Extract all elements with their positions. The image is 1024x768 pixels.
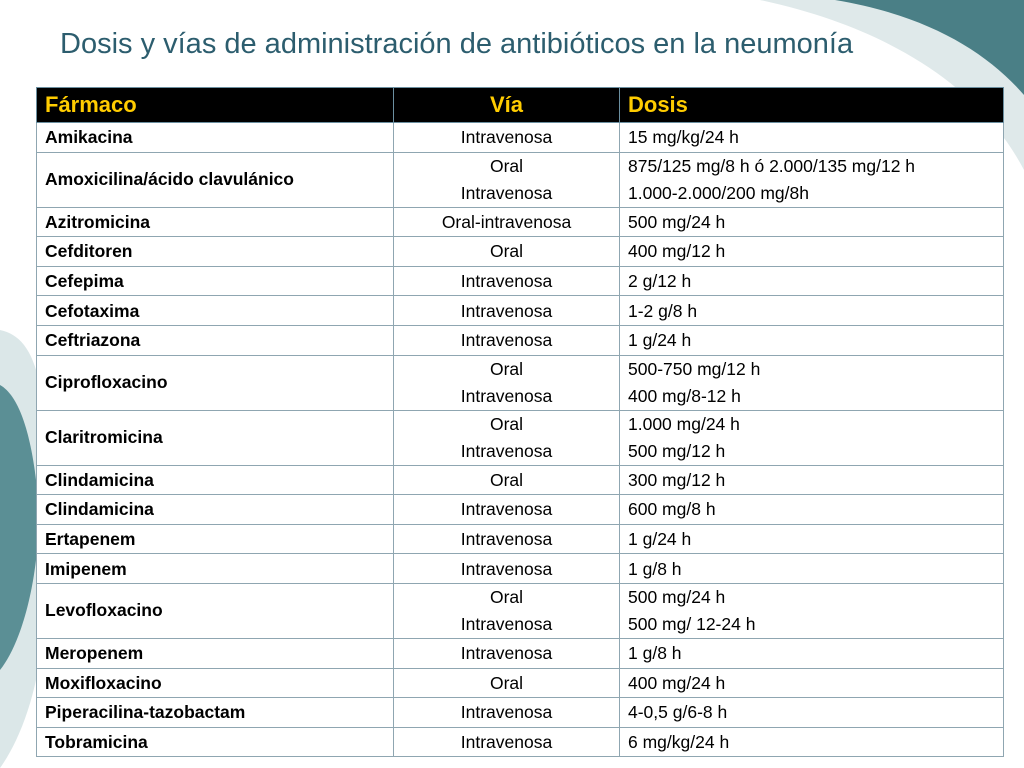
dose-cell	[620, 325, 1004, 355]
table-row	[37, 152, 1004, 207]
table-row	[37, 207, 1004, 237]
dose-cell	[620, 495, 1004, 525]
route-line: Intravenosa	[460, 613, 553, 634]
route-line: Oral	[489, 358, 524, 379]
dose-cell	[620, 668, 1004, 698]
dose-line: 1-2 g/8 h	[628, 300, 698, 321]
drug-name-cell: Azitromicina	[37, 207, 394, 237]
dose-line: 500 mg/24 h	[628, 211, 726, 232]
route-line: Oral-intravenosa	[441, 211, 572, 232]
drug-name-cell: Cefditoren	[37, 237, 394, 267]
drug-name-cell: Piperacilina-tazobactam	[37, 698, 394, 728]
dose-line: 15 mg/kg/24 h	[628, 127, 739, 148]
table-row	[37, 237, 1004, 267]
route-line: Intravenosa	[460, 385, 553, 406]
route-line: Oral	[489, 155, 524, 176]
dose-line: 500 mg/12 h	[628, 440, 726, 461]
route-cell	[394, 583, 620, 638]
route-line: Intravenosa	[460, 330, 553, 351]
route-cell	[394, 638, 620, 668]
drug-name-cell: Ciprofloxacino	[37, 355, 394, 410]
route-cell	[394, 123, 620, 153]
dose-line: 400 mg/12 h	[628, 241, 726, 262]
dose-cell	[620, 638, 1004, 668]
drug-name-cell: Levofloxacino	[37, 583, 394, 638]
dose-cell	[620, 698, 1004, 728]
drug-name-cell: Clindamicina	[37, 495, 394, 525]
route-cell	[394, 296, 620, 326]
route-line: Intravenosa	[460, 182, 553, 203]
table-row	[37, 638, 1004, 668]
table-header-row	[37, 88, 1004, 123]
route-line: Intravenosa	[460, 529, 553, 550]
route-cell	[394, 325, 620, 355]
dose-line: 1 g/24 h	[628, 330, 692, 351]
dose-line: 400 mg/8-12 h	[628, 385, 741, 406]
slide-title: Dosis y vías de administración de antibióticos en la neumonía	[60, 28, 854, 60]
route-line: Oral	[489, 586, 524, 607]
dose-cell	[620, 727, 1004, 757]
table-row	[37, 524, 1004, 554]
dose-line: 500-750 mg/12 h	[628, 358, 761, 379]
table-row	[37, 325, 1004, 355]
table-row	[37, 583, 1004, 638]
table-row	[37, 296, 1004, 326]
table-row	[37, 410, 1004, 465]
route-line: Intravenosa	[460, 732, 553, 753]
drug-name-cell: Tobramicina	[37, 727, 394, 757]
drug-name-cell: Claritromicina	[37, 410, 394, 465]
route-cell	[394, 465, 620, 495]
column-header-via: Vía	[394, 88, 620, 123]
route-cell	[394, 355, 620, 410]
route-line: Intravenosa	[460, 499, 553, 520]
dose-line: 6 mg/kg/24 h	[628, 732, 730, 753]
route-line: Intravenosa	[460, 440, 553, 461]
drug-name-cell: Cefepima	[37, 266, 394, 296]
dose-line: 500 mg/ 12-24 h	[628, 613, 756, 634]
dose-cell	[620, 355, 1004, 410]
drug-name-cell: Imipenem	[37, 554, 394, 584]
antibiotic-dosage-table	[36, 87, 1004, 757]
dose-line: 300 mg/12 h	[628, 469, 726, 490]
route-cell	[394, 727, 620, 757]
drug-name-cell: Amoxicilina/ácido clavulánico	[37, 152, 394, 207]
route-cell	[394, 554, 620, 584]
dose-cell	[620, 583, 1004, 638]
table-row	[37, 465, 1004, 495]
route-cell	[394, 524, 620, 554]
route-line: Intravenosa	[460, 127, 553, 148]
drug-name-cell: Amikacina	[37, 123, 394, 153]
route-cell	[394, 410, 620, 465]
dose-line: 600 mg/8 h	[628, 499, 716, 520]
route-cell	[394, 698, 620, 728]
dose-line: 4-0,5 g/6-8 h	[628, 702, 728, 723]
dose-line: 2 g/12 h	[628, 271, 692, 292]
route-line: Oral	[489, 241, 524, 262]
table-row	[37, 727, 1004, 757]
route-line: Intravenosa	[460, 300, 553, 321]
drug-name-cell: Ertapenem	[37, 524, 394, 554]
route-cell	[394, 237, 620, 267]
table-row	[37, 495, 1004, 525]
drug-name-cell: Meropenem	[37, 638, 394, 668]
table-body	[37, 123, 1004, 757]
table-row	[37, 668, 1004, 698]
route-cell	[394, 495, 620, 525]
dose-cell	[620, 237, 1004, 267]
dose-cell	[620, 266, 1004, 296]
dose-cell	[620, 410, 1004, 465]
table-row	[37, 554, 1004, 584]
dose-line: 1.000-2.000/200 mg/8h	[628, 182, 809, 203]
dose-line: 1 g/24 h	[628, 529, 692, 550]
column-header-farmaco: Fármaco	[37, 88, 394, 123]
drug-name-cell: Ceftriazona	[37, 325, 394, 355]
dose-cell	[620, 554, 1004, 584]
route-cell	[394, 668, 620, 698]
route-line: Intravenosa	[460, 643, 553, 664]
drug-name-cell: Moxifloxacino	[37, 668, 394, 698]
dose-line: 500 mg/24 h	[628, 586, 726, 607]
route-line: Oral	[489, 469, 524, 490]
dose-cell	[620, 123, 1004, 153]
route-cell	[394, 266, 620, 296]
table-row	[37, 123, 1004, 153]
dose-cell	[620, 296, 1004, 326]
drug-name-cell: Clindamicina	[37, 465, 394, 495]
table-row	[37, 698, 1004, 728]
table-row	[37, 266, 1004, 296]
dose-line: 1 g/8 h	[628, 643, 682, 664]
dose-cell	[620, 465, 1004, 495]
dose-line: 875/125 mg/8 h ó 2.000/135 mg/12 h	[628, 155, 916, 176]
dose-line: 1.000 mg/24 h	[628, 413, 740, 434]
dose-line: 1 g/8 h	[628, 558, 682, 579]
dose-line: 400 mg/24 h	[628, 672, 726, 693]
route-line: Oral	[489, 672, 524, 693]
route-line: Intravenosa	[460, 558, 553, 579]
route-cell	[394, 152, 620, 207]
dose-cell	[620, 524, 1004, 554]
route-line: Intravenosa	[460, 702, 553, 723]
table-row	[37, 355, 1004, 410]
dose-cell	[620, 152, 1004, 207]
route-line: Oral	[489, 413, 524, 434]
dose-cell	[620, 207, 1004, 237]
route-line: Intravenosa	[460, 271, 553, 292]
drug-name-cell: Cefotaxima	[37, 296, 394, 326]
column-header-dosis: Dosis	[620, 88, 1004, 123]
route-cell	[394, 207, 620, 237]
